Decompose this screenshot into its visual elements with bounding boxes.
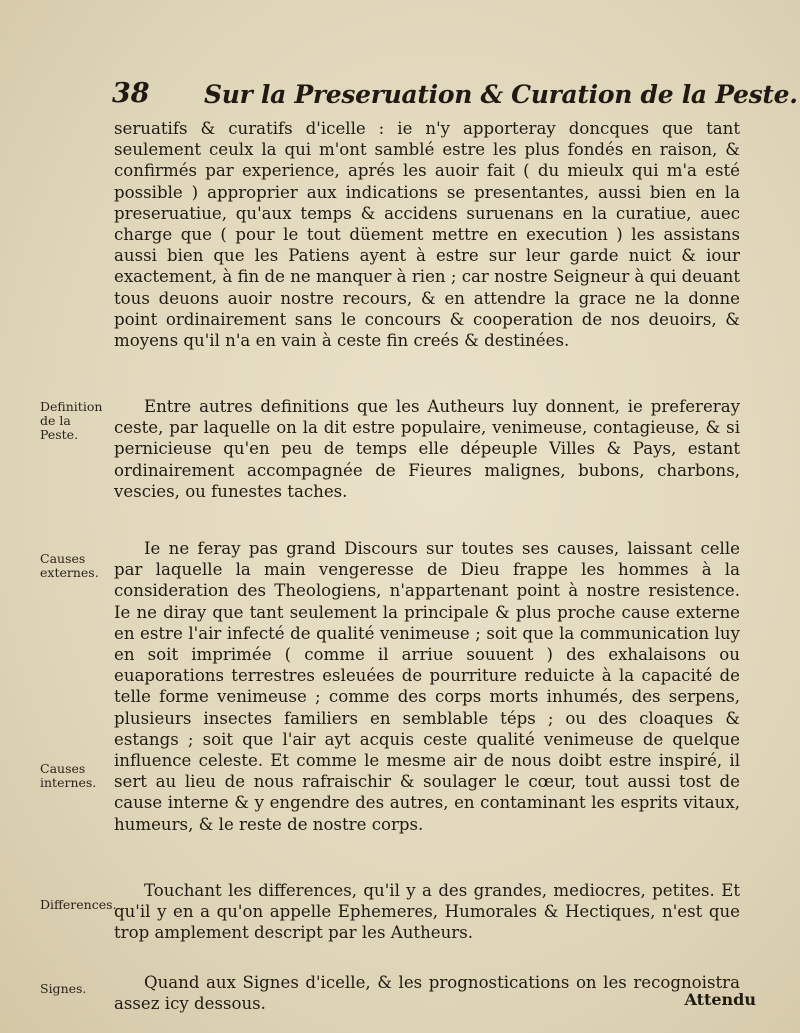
catchword: Attendu	[684, 990, 756, 1009]
paragraph-text: Quand aux Signes d'icelle, & les prognostications on les recognoistra assez icy dessous.	[114, 973, 740, 1014]
running-title: Sur la Preseruation & Curation de la Peste.	[204, 80, 798, 109]
margin-note-internal-causes: Causes internes.	[40, 761, 97, 790]
margin-note-signs: Signes.	[40, 981, 87, 996]
paragraph-differences	[114, 880, 740, 944]
page-header	[112, 78, 798, 114]
paragraph-signs	[114, 972, 740, 1014]
paragraph-text: Touchant les differences, qu'il y a des grandes, mediocres, petites. Et qu'il y en a qu'on appelle Ephemeres, Humorales & Hectiques, n'est que trop amplement descript par les Autheurs.	[114, 881, 740, 943]
paragraph-text: seruatifs & curatifs d'icelle : ie n'y apporteray doncques que tant seulement ceulx la qui m'ont samblé estre les plus fondés en raison, & confirmés par experience, aprés les auoir fait ( du mieulx qui m'a esté possible ) approprier aux indications se presentantes, aussi bien en la preseruatiue, qu'aux temps & accidens suruenans en la curatiue, auec charge que ( pour le tout düement mettre en execution ) les assistans aussi bien que les Patiens ayent à estre sur leur garde nuict & iour exactement, à fin de ne manquer à rien ; car nostre Seigneur à qui deuant tous deuons auoir nostre recours, & en attendre la grace ne la donne point ordinairement sans le concours & cooperation de nos deuoirs, & moyens qu'il n'a en vain à ceste fin creés & destinées.	[114, 119, 740, 351]
paragraph-intro	[114, 118, 740, 351]
margin-note-differences: Differences.	[40, 897, 117, 912]
paragraph-definition	[114, 396, 740, 502]
margin-note-definition: Definition de la Peste.	[40, 399, 103, 442]
page-number: 38	[112, 78, 150, 109]
paragraph-causes	[114, 538, 740, 835]
paragraph-text: Entre autres definitions que les Autheurs luy donnent, ie prefereray ceste, par laquelle on la dit estre populaire, venimeuse, contagieuse, & si pernicieuse qu'en peu de temps elle dépeuple Villes & Pays, estant ordinairement accompagnée de Fieures malignes, bubons, charbons, vescies, ou funestes taches.	[114, 397, 740, 501]
paragraph-text: Ie ne feray pas grand Discours sur toutes ses causes, laissant celle par laquelle la main vengeresse de Dieu frappe les hommes à la consideration des Theologiens, n'appartenant point à nostre resistence. Ie ne diray que tant seulement la principale & plus proche cause externe en estre l'air infecté de qualité venimeuse ; soit que la communication luy en soit imprimée ( comme il arriue souuent ) des exhalaisons ou euaporations terrestres esleuées de pourriture reduicte à la capacité de telle forme venimeuse ; comme des corps morts inhumés, des serpens, plusieurs insectes familiers en semblable téps ; ou des cloaques & estangs ; soit que l'air ayt acquis ceste qualité venimeuse de quelque influence celeste. Et comme le mesme air de nous doibt estre inspiré, il sert au lieu de nous rafraischir & soulager le cœur, tout aussi tost de cause interne & y engendre des autres, en contaminant les esprits vitaux, humeurs, & le reste de nostre corps.	[114, 539, 740, 834]
margin-note-external-causes: Causes externes.	[40, 551, 99, 580]
